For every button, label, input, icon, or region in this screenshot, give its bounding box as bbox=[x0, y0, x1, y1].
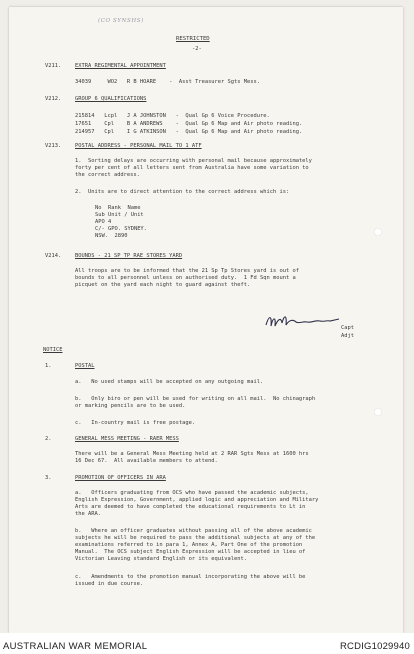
section-number: V213. bbox=[45, 143, 62, 149]
section-title: BOUNDS - 21 SP TP RAE STORES YARD bbox=[75, 253, 183, 259]
notice-number: 1. bbox=[45, 363, 52, 369]
classification-heading: RESTRICTED bbox=[176, 36, 210, 42]
notice-title: GENERAL MESS MEETING - RAER MESS bbox=[75, 436, 179, 442]
punch-hole bbox=[374, 228, 382, 236]
text-line: 1. Sorting delays are occurring with personal mail because approximately bbox=[75, 158, 312, 164]
text-line: There will be a General Mess Meeting held at 2 RAR Sgts Mess at 1600 hrs bbox=[75, 451, 309, 457]
signature-appointment: Adjt bbox=[341, 333, 354, 339]
text-line: a. No used stamps will be accepted on any outgoing mail. bbox=[75, 379, 264, 385]
text-line: c. Amendments to the promotion manual incorporating the above will be bbox=[75, 574, 306, 580]
handwritten-note: (CO SYNSHS) bbox=[98, 18, 144, 24]
archive-id: RCDIG1029940 bbox=[340, 641, 410, 652]
address-line: No Rank Name bbox=[95, 205, 141, 211]
text-line: examinations referred to in para 1, Annex A, Part One of the promotion bbox=[75, 542, 303, 548]
notice-heading: NOTICE bbox=[43, 347, 63, 353]
text-line: c. In-country mail is free postage. bbox=[75, 420, 196, 426]
text-line: Arts are deemed to have completed the educational requirements to Lt in bbox=[75, 504, 306, 510]
text-line: the ARA. bbox=[75, 511, 101, 517]
address-line: C/- GPO. SYDNEY. bbox=[95, 226, 147, 232]
archive-name: AUSTRALIAN WAR MEMORIAL bbox=[3, 641, 148, 652]
text-line: Manual. The OCS subject English Expression will be accepted in lieu of bbox=[75, 549, 306, 555]
section-title: EXTRA REGIMENTAL APPOINTMENT bbox=[75, 63, 166, 69]
section-number: V212. bbox=[45, 96, 62, 102]
text-line: 214957 Cpl I G ATKINSON - Qual Gp 6 Map and Air photo reading. bbox=[75, 129, 303, 135]
text-line: a. Officers graduating from OCS who have passed the academic subjects, bbox=[75, 490, 309, 496]
text-line: 215814 Lcpl J A JOHNSTON - Qual Gp 6 Voice Procedure. bbox=[75, 113, 270, 119]
text-line: 34039 WO2 R B HOARE - Asst Treasurer Sgts Mess. bbox=[75, 79, 260, 85]
text-line: 16 Dec 67. All available members to attend. bbox=[75, 458, 218, 464]
text-line: b. Only biro or pen will be used for writing on all mail. No chinagraph bbox=[75, 396, 316, 402]
text-line: picquet on the yard each night to guard against theft. bbox=[75, 282, 251, 288]
text-line: All troops are to be informed that the 21 Sp Tp Stores yard is out of bbox=[75, 268, 299, 274]
punch-hole bbox=[374, 408, 382, 416]
notice-title: PROMOTION OF OFFICERS IN ARA bbox=[75, 475, 166, 481]
section-title: GROUP 6 QUALIFICATIONS bbox=[75, 96, 147, 102]
text-line: Victorian Leaving standard English or its equivalent. bbox=[75, 556, 248, 562]
archive-footer bbox=[0, 633, 414, 654]
text-line: the correct address. bbox=[75, 172, 140, 178]
notice-number: 3. bbox=[45, 475, 52, 481]
signature bbox=[263, 311, 343, 331]
text-line: or marking pencils are to be used. bbox=[75, 403, 186, 409]
signature-rank: Capt bbox=[341, 325, 354, 331]
address-line: Sub Unit / Unit bbox=[95, 212, 144, 218]
section-number: V211. bbox=[45, 63, 62, 69]
text-line: issued in due course. bbox=[75, 581, 144, 587]
section-number: V214. bbox=[45, 253, 62, 259]
text-line: 2. Units are to direct attention to the correct address which is: bbox=[75, 189, 290, 195]
page-number: -2- bbox=[192, 46, 202, 52]
text-line: English Expression, Government, applied logic and appreciation and Military bbox=[75, 497, 319, 503]
text-line: 17651 Cpl B A ANDREWS - Qual Gp 6 Map and Air photo reading. bbox=[75, 121, 303, 127]
text-line: subjects he will be required to pass the additional subjects at any of the bbox=[75, 535, 316, 541]
notice-title: POSTAL bbox=[75, 363, 95, 369]
text-line: b. Where an officer graduates without passing all of the above academic bbox=[75, 528, 312, 534]
notice-number: 2. bbox=[45, 436, 52, 442]
section-title: POSTAL ADDRESS - PERSONAL MAIL TO 1 ATF bbox=[75, 143, 202, 149]
text-line: forty per cent of all letters sent from Australia have some variation to bbox=[75, 165, 309, 171]
address-line: APO 4 bbox=[95, 219, 112, 225]
text-line: bounds to all personnel unless on authorised duty. 1 Fd Sqn mount a bbox=[75, 275, 296, 281]
address-line: NSW. 2890 bbox=[95, 233, 128, 239]
